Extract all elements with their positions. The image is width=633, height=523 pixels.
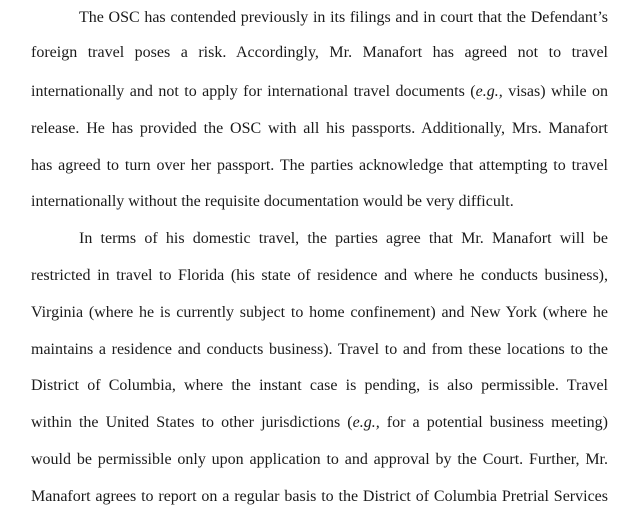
text-line xyxy=(79,229,608,249)
text-run: for a potential business meeting) xyxy=(379,414,608,431)
text-line xyxy=(31,119,608,139)
text-run: within the United States to other jurisdictions ( xyxy=(31,414,353,431)
text-line xyxy=(31,376,608,396)
text-run: foreign travel poses a risk. Accordingly, Mr. Manafort has agreed not to travel xyxy=(31,44,608,61)
text-run: would be permissible only upon application to and approval by the Court. Further, Mr. xyxy=(31,451,608,468)
text-run: restricted in travel to Florida (his state of residence and where he conducts business), xyxy=(31,267,608,284)
text-line xyxy=(31,156,608,176)
text-line xyxy=(31,43,608,63)
text-line xyxy=(79,8,608,28)
text-run: The OSC has contended previously in its filings and in court that the Defendant’s xyxy=(79,9,608,26)
text-line xyxy=(31,266,608,286)
text-run: release. He has provided the OSC with all his passports. Additionally, Mrs. Manafort xyxy=(31,120,608,137)
text-run: In terms of his domestic travel, the parties agree that Mr. Manafort will be xyxy=(79,230,608,247)
text-run: Virginia (where he is currently subject to home confinement) and New York (where he xyxy=(31,304,608,321)
text-line xyxy=(31,450,608,470)
text-run: maintains a residence and conducts business). Travel to and from these locations to the xyxy=(31,341,608,358)
text-line xyxy=(31,82,608,102)
text-line xyxy=(31,340,608,360)
text-line xyxy=(31,487,608,507)
text-line xyxy=(31,192,608,212)
text-run: visas) while on xyxy=(502,83,609,100)
text-run: Manafort agrees to report on a regular basis to the District of Columbia Pretrial Services xyxy=(31,488,608,505)
text-run: internationally and not to apply for international travel documents ( xyxy=(31,83,476,100)
italic-text: e.g., xyxy=(475,83,503,100)
text-run: District of Columbia, where the instant case is pending, is also permissible. Travel xyxy=(31,377,608,394)
text-line xyxy=(31,303,608,323)
italic-text: e.g., xyxy=(352,414,380,431)
text-run: internationally without the requisite documentation would be very difficult. xyxy=(31,193,514,210)
text-run: has agreed to turn over her passport. The parties acknowledge that attempting to travel xyxy=(31,157,608,174)
text-line xyxy=(31,413,608,433)
